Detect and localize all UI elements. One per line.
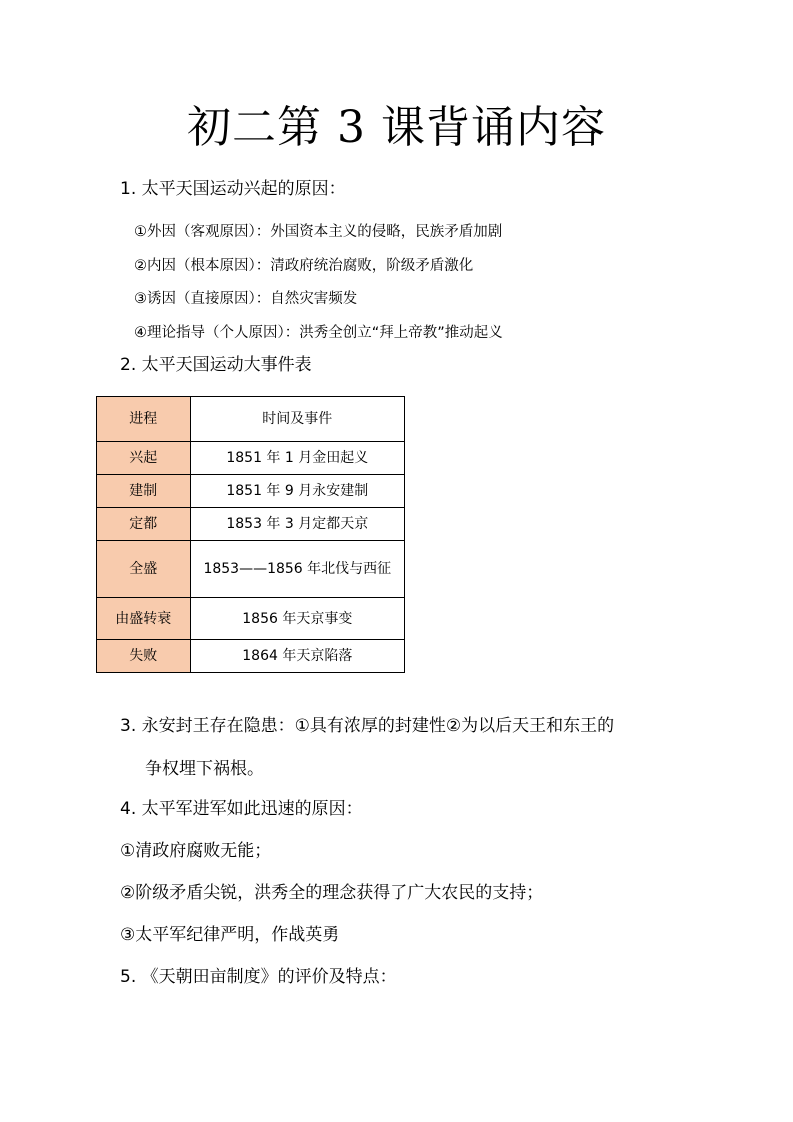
cause-item-trigger: ③诱因（直接原因）：自然灾害频发 (134, 291, 358, 307)
events-table (96, 396, 405, 673)
table-cell-event: 1864 年天京陷落 (190, 640, 404, 673)
table-row (97, 475, 405, 508)
table-cell-stage: 全盛 (97, 541, 191, 598)
table-cell-event: 1851 年 1 月金田起义 (190, 442, 404, 475)
table-cell-event: 1853 年 3 月定都天京 (190, 508, 404, 541)
table-row (97, 508, 405, 541)
table-cell-stage: 由盛转衰 (97, 598, 191, 640)
table-header-event: 时间及事件 (190, 397, 404, 442)
reason-item: ②阶级矛盾尖锐，洪秀全的理念获得了广大农民的支持； (120, 883, 544, 903)
section3-line1: 3. 永安封王存在隐患：①具有浓厚的封建性②为以后天王和东王的 (120, 716, 615, 736)
table-cell-event: 1851 年 9 月永安建制 (190, 475, 404, 508)
table-row (97, 598, 405, 640)
reason-item: ①清政府腐败无能； (120, 841, 272, 861)
table-cell-stage: 兴起 (97, 442, 191, 475)
table-cell-event: 1856 年天京事变 (190, 598, 404, 640)
table-row (97, 541, 405, 598)
reason-item: ③太平军纪律严明，作战英勇 (120, 925, 340, 945)
cause-item-theory: ④理论指导（个人原因）：洪秀全创立“拜上帝教”推动起义 (134, 325, 503, 341)
table-header-row (97, 397, 405, 442)
table-header-stage: 进程 (97, 397, 191, 442)
section2-heading: 2. 太平天国运动大事件表 (120, 355, 312, 375)
table-row (97, 442, 405, 475)
table-cell-event: 1853——1856 年北伐与西征 (190, 541, 404, 598)
cause-item-internal: ②内因（根本原因）：清政府统治腐败，阶级矛盾激化 (134, 258, 474, 274)
table-cell-stage: 失败 (97, 640, 191, 673)
section5-heading: 5. 《天朝田亩制度》的评价及特点： (120, 967, 397, 987)
table-row (97, 640, 405, 673)
table-cell-stage: 建制 (97, 475, 191, 508)
table-cell-stage: 定都 (97, 508, 191, 541)
section3-line2: 争权埋下祸根。 (145, 759, 264, 779)
section4-heading: 4. 太平军进军如此迅速的原因： (120, 799, 363, 819)
cause-item-external: ①外因（客观原因）：外国资本主义的侵略，民族矛盾加剧 (134, 224, 503, 240)
section1-heading: 1. 太平天国运动兴起的原因： (120, 179, 346, 199)
page-title: 初二第 3 课背诵内容 (187, 102, 606, 153)
